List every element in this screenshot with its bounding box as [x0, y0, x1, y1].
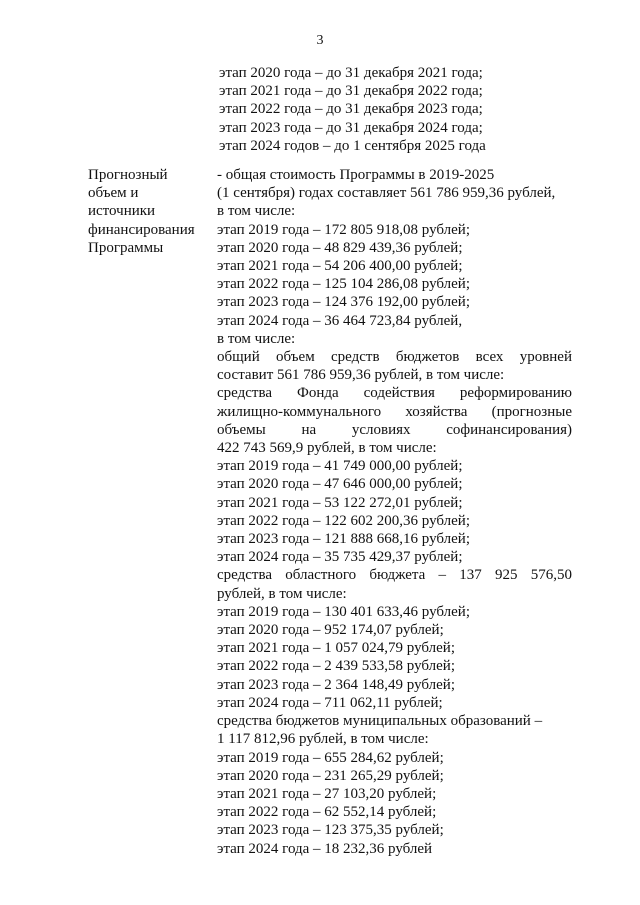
content-line: этап 2019 года – 172 805 918,08 рублей;: [217, 221, 471, 238]
content-line: этап 2021 года – 53 122 272,01 рублей;: [217, 494, 463, 511]
page-number: 3: [316, 33, 324, 48]
content-line: этап 2019 года – 41 749 000,00 рублей;: [217, 458, 463, 475]
content-line: (1 сентября) годах составляет 561 786 959,36 рублей,: [217, 185, 556, 202]
content-line: этап 2024 года – 18 232,36 рублей: [217, 840, 433, 857]
content-line: этап 2023 года – 2 364 148,49 рублей;: [217, 676, 456, 693]
financing-row-label: [88, 166, 213, 257]
content-line: этап 2021 года – 27 103,20 рублей;: [217, 785, 437, 802]
content-line: 422 743 569,9 рублей, в том числе:: [217, 440, 437, 457]
stage-deadline-line: этап 2022 года – до 31 декабря 2023 года;: [219, 101, 483, 118]
content-line: объемы на условиях софинансирования): [217, 421, 572, 438]
financing-row-content: [217, 166, 572, 858]
stage-deadline-line: этап 2021 года – до 31 декабря 2022 года;: [219, 83, 483, 100]
content-line: этап 2020 года – 231 265,29 рублей;: [217, 767, 444, 784]
content-line: в том числе:: [217, 203, 296, 220]
content-line: этап 2019 года – 655 284,62 рублей;: [217, 749, 444, 766]
content-line: этап 2024 года – 35 735 429,37 рублей;: [217, 549, 463, 566]
content-line: этап 2021 года – 1 057 024,79 рублей;: [217, 640, 456, 657]
content-line: жилищно-коммунального хозяйства (прогнозные: [217, 403, 572, 420]
stage-deadline-line: этап 2020 года – до 31 декабря 2021 года;: [219, 65, 483, 81]
content-line: этап 2024 года – 711 062,11 рублей;: [217, 694, 443, 711]
content-line: этап 2023 года – 121 888 668,16 рублей;: [217, 531, 471, 548]
content-line: рублей, в том числе:: [217, 585, 347, 602]
content-line: в том числе:: [217, 330, 296, 347]
content-line: этап 2023 года – 124 376 192,00 рублей;: [217, 294, 471, 311]
content-line: этап 2023 года – 123 375,35 рублей;: [217, 822, 444, 839]
content-line: 1 117 812,96 рублей, в том числе:: [217, 731, 429, 748]
content-line: - общая стоимость Программы в 2019-2025: [217, 167, 495, 183]
content-line: этап 2019 года – 130 401 633,46 рублей;: [217, 603, 471, 620]
content-line: этап 2020 года – 48 829 439,36 рублей;: [217, 239, 463, 256]
row-label-line: источники: [88, 203, 156, 220]
stage-deadline-line: этап 2024 годов – до 1 сентября 2025 года: [219, 137, 486, 154]
row-label-line: Прогнозный: [88, 167, 168, 183]
stage-deadline-line: этап 2023 года – до 31 декабря 2024 года;: [219, 119, 483, 136]
content-line: этап 2024 года – 36 464 723,84 рублей,: [217, 312, 463, 329]
content-line: этап 2020 года – 47 646 000,00 рублей;: [217, 476, 463, 493]
row-label-line: Программы: [88, 239, 164, 256]
content-line: средства Фонда содействия реформированию: [217, 385, 572, 402]
row-label-line: объем и: [88, 185, 139, 202]
content-line: этап 2022 года – 122 602 200,36 рублей;: [217, 512, 471, 529]
content-line: средства областного бюджета – 137 925 576,50: [217, 567, 572, 584]
content-line: составит 561 786 959,36 рублей, в том числе:: [217, 367, 505, 384]
stage-deadlines-list: [219, 64, 579, 155]
content-line: этап 2022 года – 62 552,14 рублей;: [217, 804, 437, 821]
content-line: общий объем средств бюджетов всех уровней: [217, 349, 572, 366]
content-line: этап 2022 года – 125 104 286,08 рублей;: [217, 276, 471, 293]
content-line: этап 2021 года – 54 206 400,00 рублей;: [217, 258, 463, 275]
content-line: средства бюджетов муниципальных образований –: [217, 713, 543, 730]
content-line: этап 2022 года – 2 439 533,58 рублей;: [217, 658, 456, 675]
content-line: этап 2020 года – 952 174,07 рублей;: [217, 622, 444, 639]
row-label-line: финансирования: [88, 221, 195, 238]
